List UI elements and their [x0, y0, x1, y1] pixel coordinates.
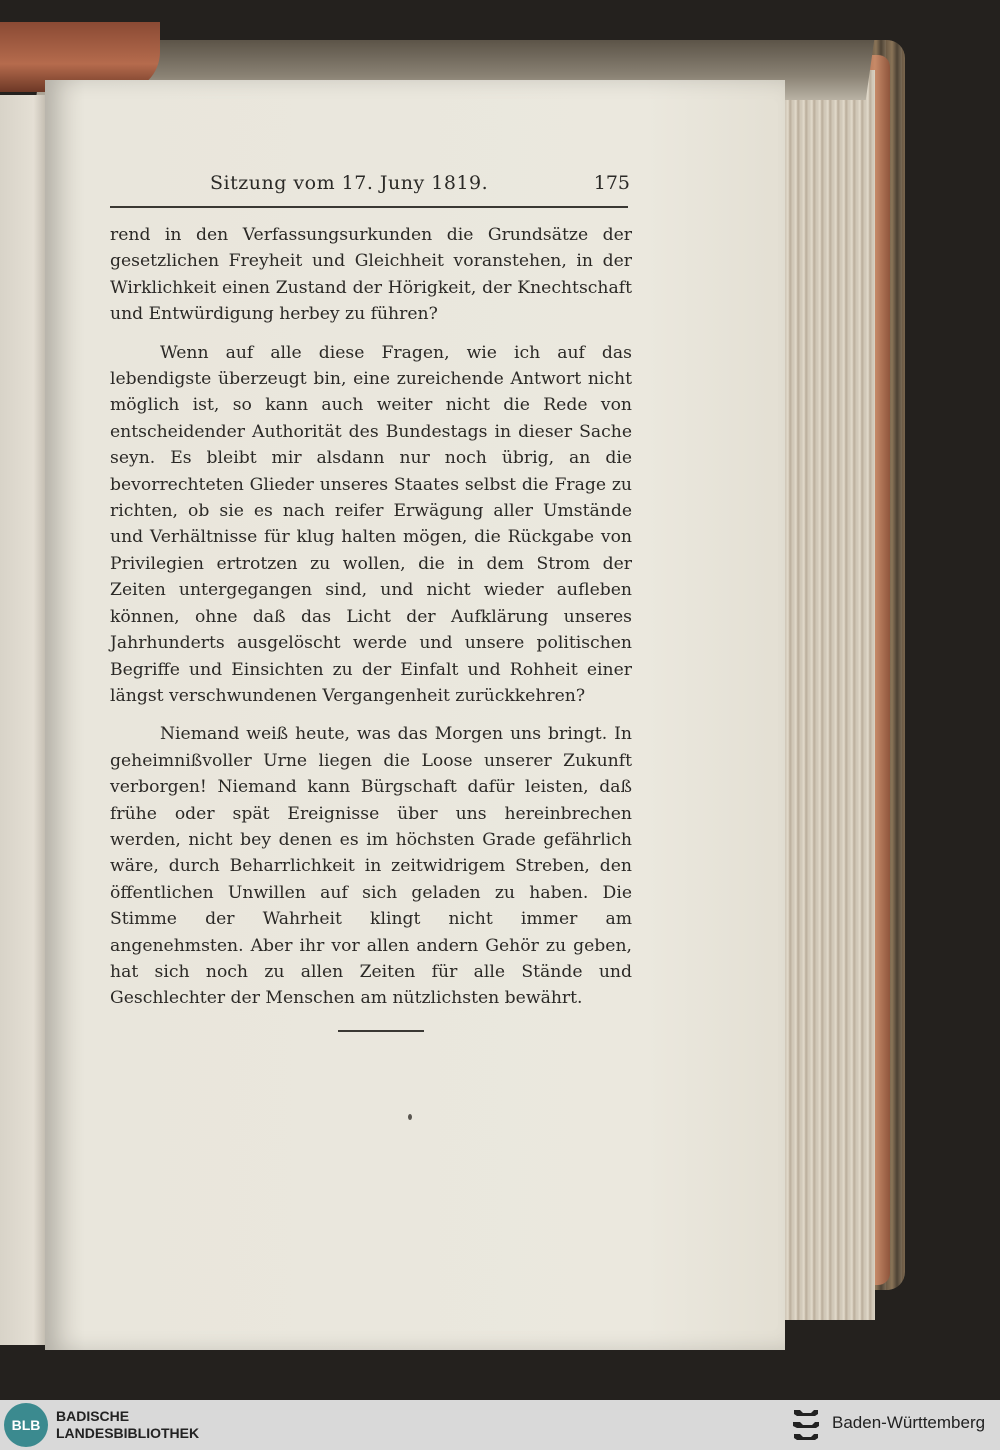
- library-name-line1: BADISCHE: [56, 1408, 130, 1424]
- library-name-line2: LANDESBIBLIOTHEK: [56, 1425, 200, 1441]
- left-page-fragment: [0, 95, 48, 1345]
- running-header: [210, 172, 630, 202]
- header-rule: [110, 206, 628, 208]
- library-name[interactable]: [56, 1408, 199, 1442]
- baden-wuerttemberg-lions-icon: [790, 1406, 822, 1444]
- paper-speck: [408, 1114, 412, 1120]
- page-number: 175: [593, 172, 630, 194]
- paragraph: rend in den Verfassungsurkunden die Grundsätze der gesetzlichen Freyheit und Gleichheit voranstehen, in der Wirklichkeit einen Zustand der Hörigkeit, der Knechtschaft und Entwürdigung herbey zu führen?: [110, 225, 632, 325]
- end-rule: [338, 1030, 424, 1032]
- running-title: Sitzung vom 17. Juny 1819.: [210, 172, 489, 194]
- blb-logo[interactable]: BLB: [4, 1403, 48, 1447]
- state-name[interactable]: Baden-Württemberg: [832, 1413, 986, 1432]
- paragraph: Niemand weiß heute, was das Morgen uns bringt. In geheimnißvoller Urne liegen die Loose unserer Zukunft verborgen! Niemand kann Bürgschaft dafür leisten, daß frühe oder spät Ereignisse über uns hereinbrechen werden, nicht bey denen es im höchsten Grade gefährlich wäre, durch Beharrlichkeit in zeitwidrigem Streben, den öffentlichen Unwillen auf sich geladen zu haben. Die Stimme der Wahrheit klingt nicht immer am angenehmsten. Aber ihr vor allen andern Gehör zu geben, hat sich noch zu allen Zeiten für alle Stände und Geschlechter der Menschen am nützlichsten bewährt.: [110, 724, 632, 1009]
- paragraph: Wenn auf alle diese Fragen, wie ich auf das lebendigste überzeugt bin, eine zureichende Antwort nicht möglich ist, so kann auch weiter nicht die Rede von entscheidender Authorität des Bundestags in dieser Sache seyn. Es bleibt mir alsdann nur noch übrig, an die bevorrechteten Glieder unseres Staates selbst die Frage zu richten, ob sie es nach reifer Erwägung aller Umstände und Verhältnisse für klug halten mögen, die Rückgabe von Privilegien ertrotzen zu wollen, die in dem Strom der Zeiten untergegangen sind, und nicht wieder aufleben können, ohne daß das Licht der Aufklärung unseres Jahrhunderts ausgelöscht werde und unsere politischen Begriffe und Einsichten zu der Einfalt und Rohheit einer längst verschwundenen Vergangenheit zurückkehren?: [110, 342, 632, 706]
- footer-bar: [0, 1400, 1000, 1450]
- body-text: [110, 222, 632, 1012]
